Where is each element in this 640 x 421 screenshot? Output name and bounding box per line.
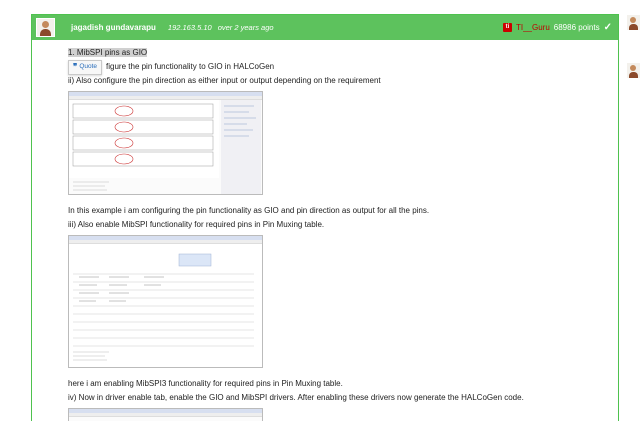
post-line [68,46,618,60]
screenshot-image[interactable] [68,91,263,195]
author-points: 68986 points [553,23,600,32]
screenshot-image[interactable] [68,408,263,421]
post-line: iii) Also enable MibSPI functionality for required pins in Pin Muxing table. [68,220,325,229]
author-ip: 192.163.5.10 [167,23,212,32]
checkmark-icon: ✓ [603,22,612,33]
screenshot-image[interactable] [68,235,263,368]
quote-label: Quote [79,63,98,70]
author-rank[interactable]: TI__Guru [515,23,550,32]
post-line: ii) Also configure the pin direction as either input or output depending on the requirement [68,76,381,85]
ti-logo-icon: ti [503,23,512,32]
post-line: here i am enabling MibSPI3 functionality for required pins in Pin Muxing table. [68,379,343,388]
post-text: figure the pin functionality to GIO in HALCoGen [106,62,275,71]
avatar[interactable] [627,63,640,78]
post-body [32,40,618,421]
quote-icon: ❞ [73,62,78,71]
post-line: In this example i am configuring the pin functionality as GIO and pin direction as output for all the pins. [68,206,430,215]
author-name[interactable]: jagadish gundavarapu [71,23,156,32]
quote-button[interactable] [68,60,102,75]
author-badge [503,22,612,33]
post-header [32,15,618,40]
post-time: over 2 years ago [217,23,274,32]
avatar[interactable] [627,15,640,30]
post-line: iv) Now in driver enable tab, enable the GIO and MibSPI drivers. After enabling these drivers now generate the HALCoGen code. [68,393,524,402]
author-avatar[interactable] [36,18,55,37]
selected-text: 1. MibSPI pins as GIO [68,48,148,57]
post-line [68,60,618,74]
forum-post [31,14,619,421]
